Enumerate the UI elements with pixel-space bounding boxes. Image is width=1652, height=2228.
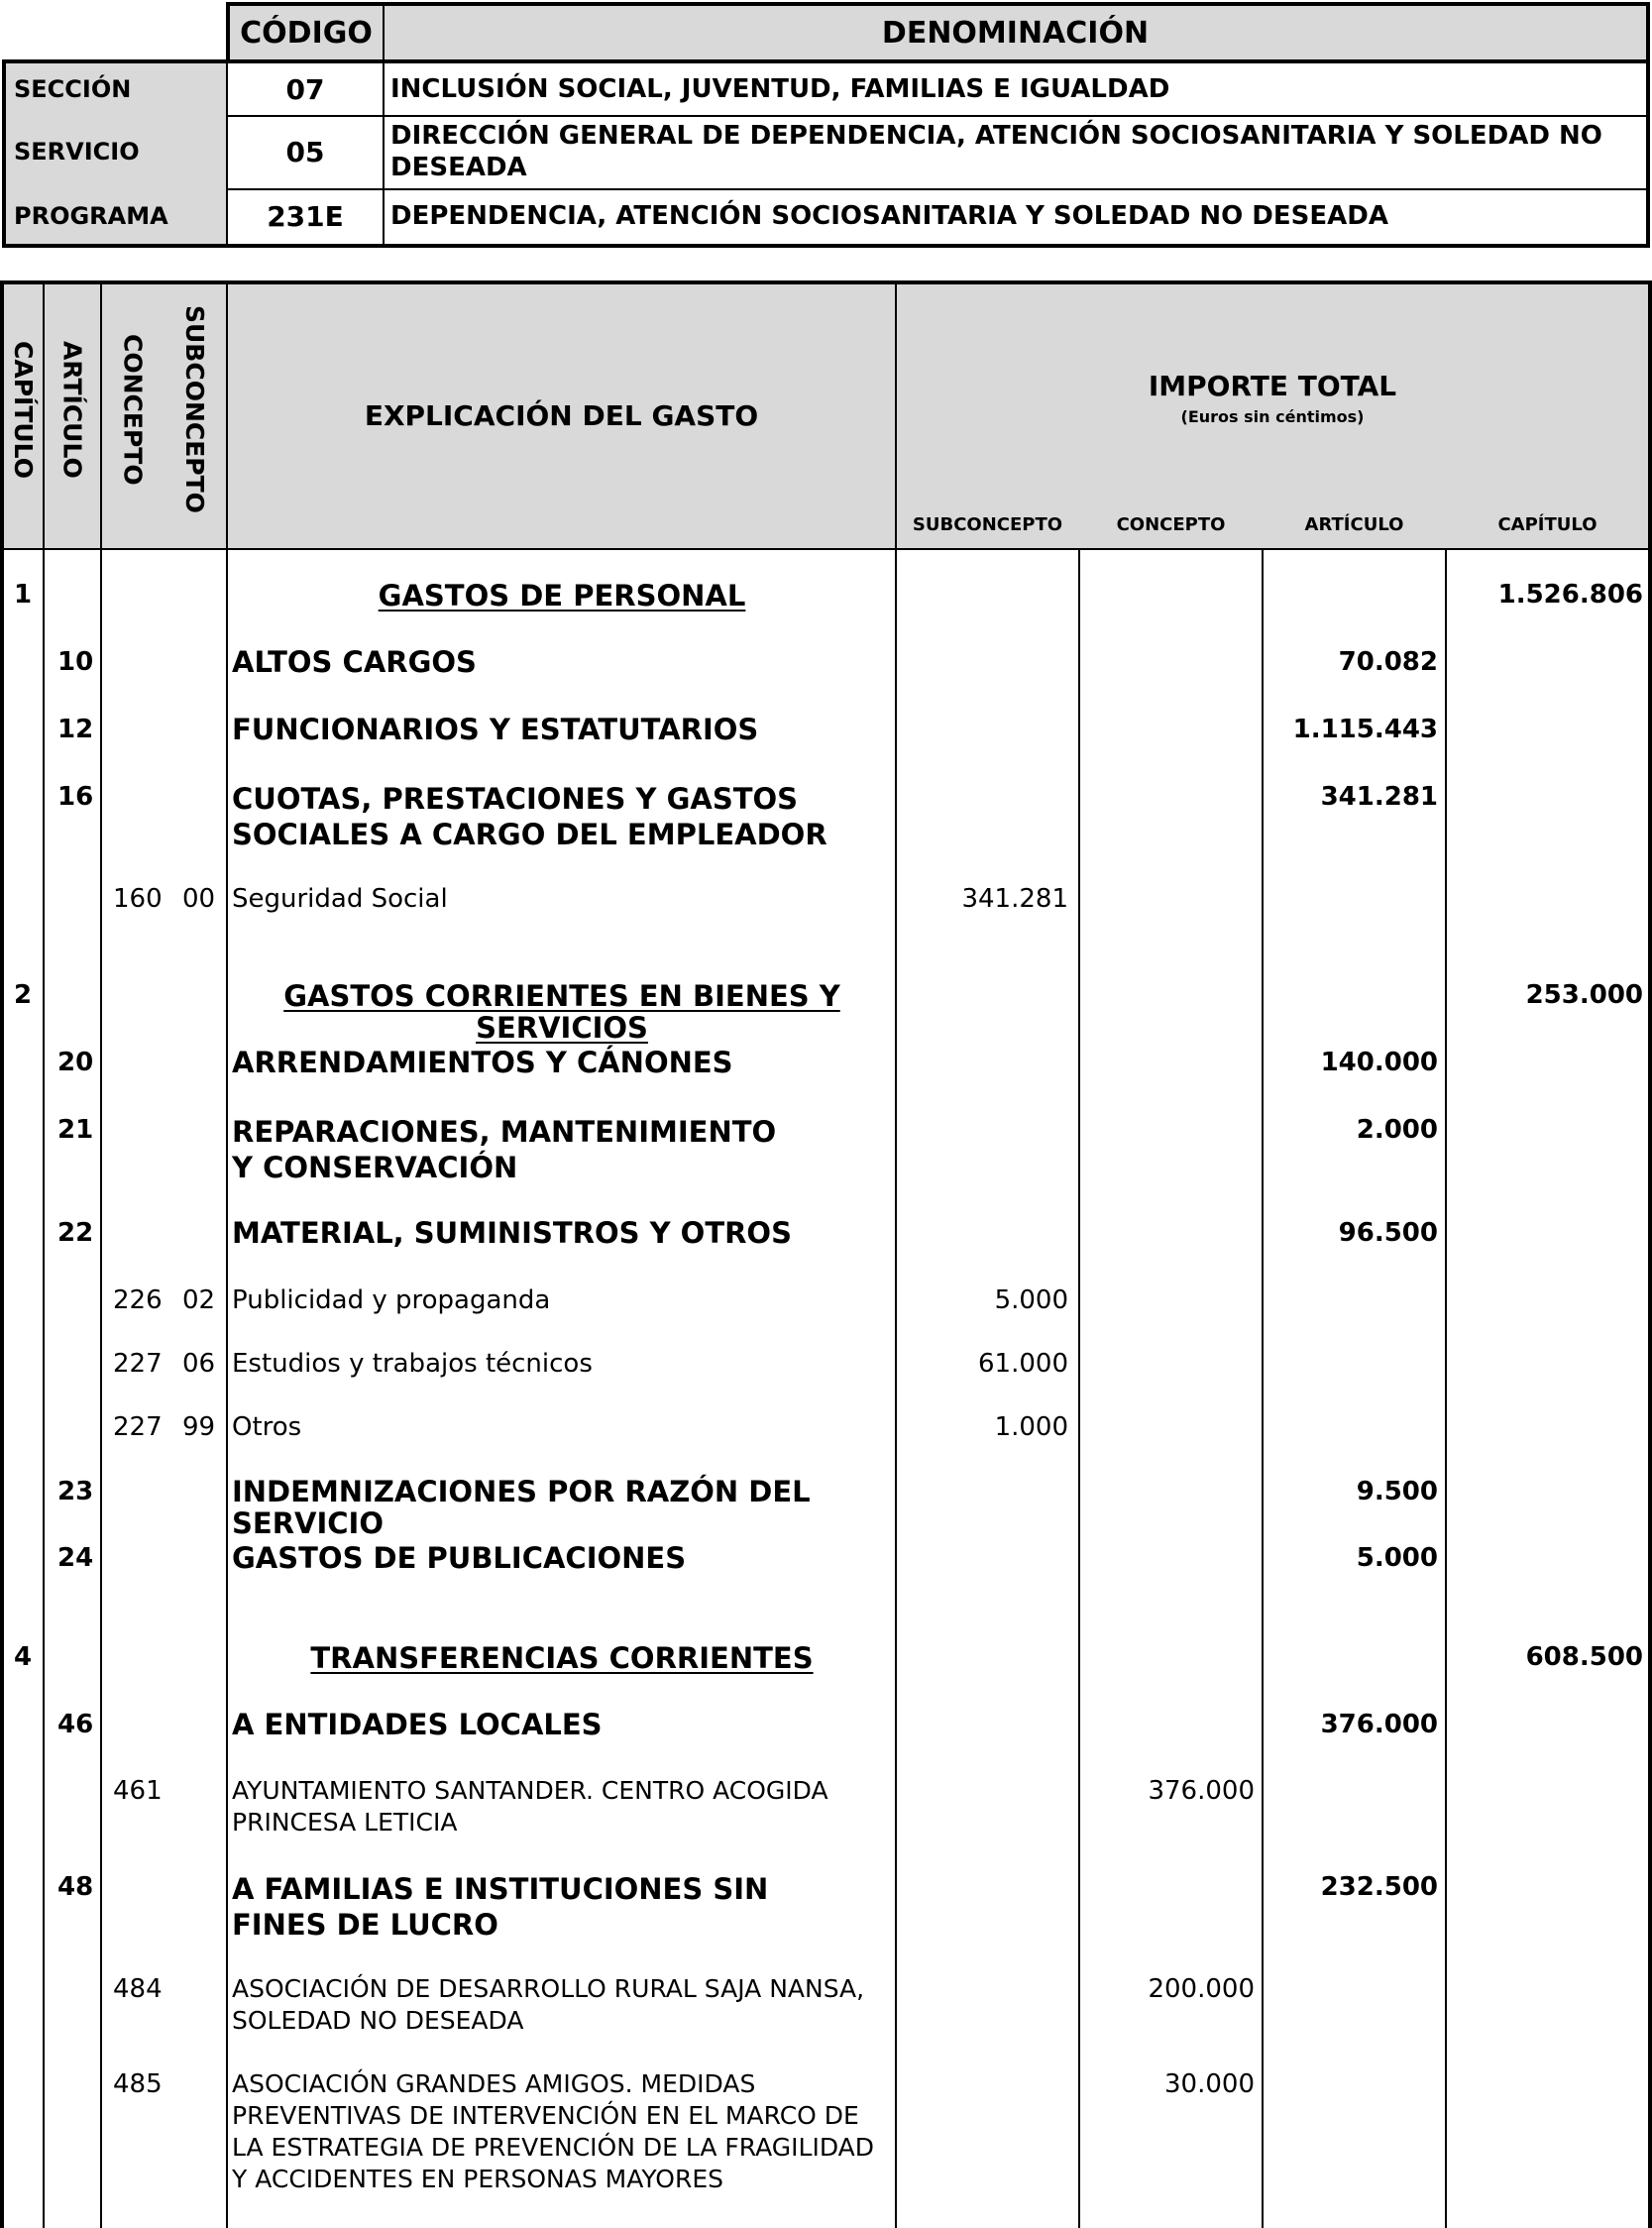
row-concepto-code: 485 bbox=[113, 2069, 163, 2099]
programa-label: PROGRAMA bbox=[14, 202, 168, 230]
programa-label-cell bbox=[6, 188, 228, 244]
seccion-name-cell bbox=[383, 63, 1646, 117]
row-item-text: Publicidad y propaganda bbox=[232, 1285, 551, 1315]
row-subconcepto-code: 02 bbox=[182, 1285, 216, 1315]
denominacion-header-label: DENOMINACIÓN bbox=[881, 15, 1150, 51]
row-articulo-code: 22 bbox=[57, 1218, 94, 1248]
row-capitulo-amount: 253.000 bbox=[1525, 980, 1643, 1010]
row-articulo-code: 46 bbox=[57, 1710, 94, 1739]
row-capitulo-amount: 1.526.806 bbox=[1497, 580, 1643, 610]
denominacion-column-header bbox=[383, 2, 1650, 61]
row-subconcepto-code: 00 bbox=[182, 884, 216, 914]
row-concepto-amount: 200.000 bbox=[1148, 1974, 1255, 2004]
row-articulo-amount: 140.000 bbox=[1320, 1048, 1438, 1077]
subheader-capitulo: CAPÍTULO bbox=[1497, 514, 1597, 535]
divider-articulo bbox=[100, 280, 102, 2228]
row-subconcepto-amount: 5.000 bbox=[994, 1285, 1068, 1315]
codigo-header-label: CÓDIGO bbox=[240, 15, 373, 51]
row-articulo-code: 16 bbox=[57, 782, 94, 812]
row-item-text: Estudios y trabajos técnicos bbox=[232, 1349, 593, 1379]
row-concepto-code: 227 bbox=[113, 1412, 163, 1442]
header-importe-subtitle: (Euros sin céntimos) bbox=[1180, 407, 1365, 426]
header-concepto: CONCEPTO bbox=[118, 333, 148, 486]
row-item-text: ASOCIACIÓN GRANDES AMIGOS. MEDIDAS PREVENTIVAS DE INTERVENCIÓN EN EL MARCO DE LA ESTRATEGIA DE PREVENCIÓN DE LA FRAGILIDAD Y ACCIDENTES EN PERSONAS MAYORES bbox=[232, 2069, 875, 2193]
row-subconcepto-amount: 61.000 bbox=[978, 1349, 1068, 1379]
row-articulo-title: REPARACIONES, MANTENIMIENTO Y CONSERVACIÓN bbox=[232, 1115, 777, 1184]
row-concepto-amount: 30.000 bbox=[1164, 2069, 1255, 2099]
subheader-articulo: ARTÍCULO bbox=[1304, 514, 1404, 535]
table-left-border bbox=[0, 280, 4, 2228]
row-concepto-code: 160 bbox=[113, 884, 163, 914]
row-item-text: ASOCIACIÓN DE DESARROLLO RURAL SAJA NANSA, SOLEDAD NO DESEADA bbox=[232, 1974, 865, 2035]
servicio-label: SERVICIO bbox=[14, 138, 140, 166]
row-item-text: Seguridad Social bbox=[232, 884, 448, 914]
row-item-text: AYUNTAMIENTO SANTANDER. CENTRO ACOGIDA PRINCESA LETICIA bbox=[232, 1776, 828, 1837]
row-capitulo-code: 1 bbox=[14, 580, 33, 610]
row-subconcepto-amount: 341.281 bbox=[961, 884, 1068, 914]
row-articulo-code: 12 bbox=[57, 715, 94, 744]
programa-code-cell bbox=[226, 188, 385, 244]
row-articulo-title: A FAMILIAS E INSTITUCIONES SIN FINES DE LUCRO bbox=[232, 1872, 769, 1942]
row-articulo-amount: 341.281 bbox=[1320, 782, 1438, 812]
servicio-label-cell bbox=[6, 115, 228, 190]
row-articulo-code: 20 bbox=[57, 1048, 94, 1077]
row-capitulo-title: GASTOS DE PERSONAL bbox=[378, 579, 746, 613]
row-articulo-title: A ENTIDADES LOCALES bbox=[232, 1708, 603, 1741]
seccion-label: SECCIÓN bbox=[14, 75, 132, 103]
header-capitulo: CAPÍTULO bbox=[9, 340, 38, 479]
row-articulo-code: 23 bbox=[57, 1477, 94, 1506]
programa-code: 231E bbox=[267, 199, 344, 233]
row-concepto-code: 461 bbox=[113, 1776, 163, 1806]
row-articulo-title: FUNCIONARIOS Y ESTATUTARIOS bbox=[232, 713, 759, 746]
row-articulo-amount: 232.500 bbox=[1320, 1872, 1438, 1902]
row-articulo-amount: 9.500 bbox=[1356, 1477, 1438, 1506]
row-capitulo-code: 2 bbox=[14, 980, 33, 1010]
row-articulo-code: 10 bbox=[57, 647, 94, 677]
row-articulo-title: ARRENDAMIENTOS Y CÁNONES bbox=[232, 1046, 733, 1079]
expense-table bbox=[0, 280, 1652, 2228]
row-articulo-title: ALTOS CARGOS bbox=[232, 645, 477, 679]
row-articulo-title: GASTOS DE PUBLICACIONES bbox=[232, 1541, 687, 1575]
header-explicacion: EXPLICACIÓN DEL GASTO bbox=[364, 399, 759, 432]
budget-header-table bbox=[0, 0, 1652, 250]
row-capitulo-title: TRANSFERENCIAS CORRIENTES bbox=[310, 1641, 814, 1675]
subheader-concepto: CONCEPTO bbox=[1116, 514, 1226, 535]
row-articulo-amount: 376.000 bbox=[1320, 1710, 1438, 1739]
row-articulo-title: CUOTAS, PRESTACIONES Y GASTOS SOCIALES A CARGO DEL EMPLEADOR bbox=[232, 782, 827, 851]
servicio-code: 05 bbox=[285, 135, 325, 168]
table-top-border bbox=[0, 280, 1652, 284]
table-right-border bbox=[1648, 280, 1652, 2228]
subheader-subconcepto: SUBCONCEPTO bbox=[912, 514, 1063, 535]
divider-capitulo bbox=[43, 280, 45, 2228]
row-articulo-title: INDEMNIZACIONES POR RAZÓN DEL SERVICIO bbox=[232, 1475, 811, 1540]
servicio-code-cell bbox=[226, 115, 385, 190]
header-importe-total: IMPORTE TOTAL bbox=[1148, 370, 1397, 402]
servicio-name-cell bbox=[383, 115, 1646, 190]
row-articulo-code: 21 bbox=[57, 1115, 94, 1145]
row-concepto-code: 227 bbox=[113, 1349, 163, 1379]
row-concepto-code: 226 bbox=[113, 1285, 163, 1315]
row-articulo-code: 48 bbox=[57, 1872, 94, 1902]
row-subconcepto-code: 99 bbox=[182, 1412, 216, 1442]
row-articulo-amount: 1.115.443 bbox=[1292, 715, 1438, 744]
row-articulo-amount: 5.000 bbox=[1356, 1543, 1438, 1573]
programa-name: DEPENDENCIA, ATENCIÓN SOCIOSANITARIA Y SOLEDAD NO DESEADA bbox=[390, 201, 1388, 231]
row-capitulo-title: GASTOS CORRIENTES EN BIENES Y SERVICIOS bbox=[283, 979, 840, 1045]
divider-v-articulo bbox=[1445, 548, 1447, 2228]
table-header-bottom-border bbox=[0, 548, 1652, 550]
row-item-text: Otros bbox=[232, 1412, 302, 1442]
seccion-label-cell bbox=[6, 63, 228, 117]
servicio-name: DIRECCIÓN GENERAL DE DEPENDENCIA, ATENCIÓN SOCIOSANITARIA Y SOLEDAD NO DESEADA bbox=[390, 121, 1602, 182]
row-articulo-amount: 70.082 bbox=[1338, 647, 1438, 677]
codigo-column-header bbox=[226, 2, 385, 61]
row-concepto-amount: 376.000 bbox=[1148, 1776, 1255, 1806]
row-concepto-code: 484 bbox=[113, 1974, 163, 2004]
row-subconcepto-amount: 1.000 bbox=[994, 1412, 1068, 1442]
row-articulo-amount: 96.500 bbox=[1338, 1218, 1438, 1248]
header-articulo: ARTÍCULO bbox=[57, 340, 87, 479]
programa-name-cell bbox=[383, 188, 1646, 244]
header-subconcepto: SUBCONCEPTO bbox=[180, 305, 209, 513]
row-subconcepto-code: 06 bbox=[182, 1349, 216, 1379]
seccion-code-cell bbox=[226, 63, 385, 117]
row-articulo-title: MATERIAL, SUMINISTROS Y OTROS bbox=[232, 1216, 792, 1250]
divider-explicacion bbox=[895, 280, 897, 2228]
row-articulo-code: 24 bbox=[57, 1543, 94, 1573]
seccion-name: INCLUSIÓN SOCIAL, JUVENTUD, FAMILIAS E IGUALDAD bbox=[390, 74, 1170, 104]
row-capitulo-amount: 608.500 bbox=[1525, 1642, 1643, 1672]
row-capitulo-code: 4 bbox=[14, 1642, 33, 1672]
seccion-code: 07 bbox=[285, 72, 325, 106]
divider-subconcepto bbox=[226, 280, 228, 2228]
row-articulo-amount: 2.000 bbox=[1356, 1115, 1438, 1145]
